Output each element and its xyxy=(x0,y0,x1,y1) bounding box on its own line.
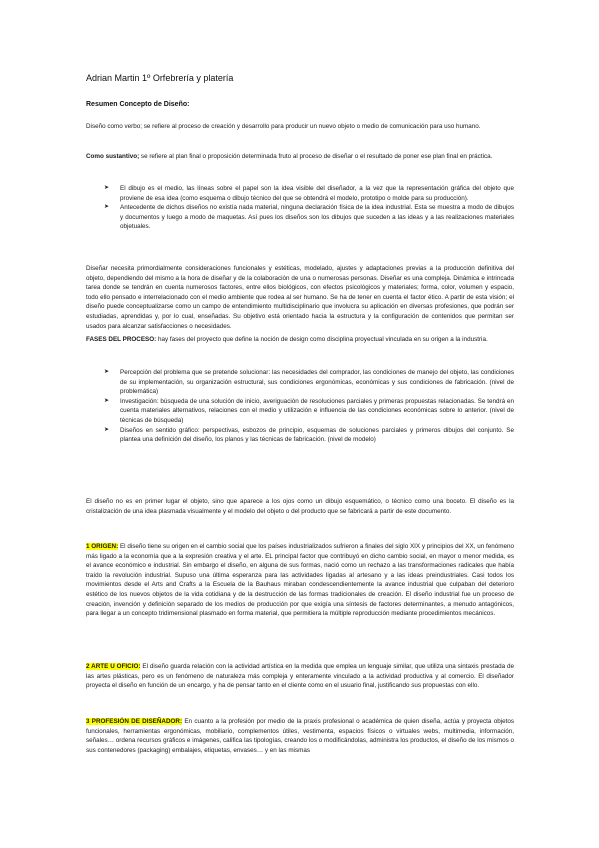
arte-oficio-text: El diseño guarda relación con la actividad artística en la medida que emplea un lenguaje similar, que utiliza una sintaxis prestada de las artes plásticas, pero es un fenómeno de naturaleza más compleja y enteramente vinculado a la actividad productiva y al comercio. El diseñador proyecta el diseño en función de un encargo, y ha de pensar tanto en el cliente como en el usuario final, justificando sus propuestas con ello. xyxy=(86,663,514,690)
sustantivo-text: se refiere al plan final o proposición determinada fruto al proceso de diseñar o el resultado de poner ese plan final en práctica. xyxy=(139,153,493,160)
fases-text: hay fases del proyecto que define la noción de design como disciplina proyectual vinculada en su origen a la industria. xyxy=(156,336,488,343)
list-item: ➤ Investigación: búsqueda de una solución de inicio, averiguación de resoluciones parciales y primeras propuestas relacionadas. Se tendrá en cuenta materiales alternativos, relaciones con el medio y utilización e influencia de las condiciones económicas sobre lo anterior. (nivel de técnicas de búsqueda) xyxy=(104,397,514,424)
arte-oficio-heading: 2 ARTE U OFICIO: xyxy=(86,663,141,670)
list-item: ➤ Diseños en sentido gráfico: perspectivas, esbozos de principio, esquemas de soluciones parciales y primeros dibujos del conjunto. Se plantea una definición del diseño, los planos y las técnicas de fabricación. (nivel de modelo) xyxy=(104,426,514,444)
paragraph-diseno-objeto: El diseño no es en primer lugar el objeto, sino que aparece a los ojos como un dibujo esquemático, o técnico como una boceto. El diseño es la cristalización de una idea plasmada visualmente y el modelo del objeto o del producto que se fabricará a partir de este documento. xyxy=(86,498,514,515)
paragraph-disenar: Diseñar necesita primordialmente consideraciones funcionales y estéticas, modelado, ajustes y adaptaciones previas a la producción definitiva del objeto, dependiendo del mismo a la hora de diseñar y de la colaboración de una o numerosas personas. Diseñar es una compleja. Dinámica e intrincada tarea donde se tendrán en cuenta numerosos factores, entre ellos biológicos, con efectos psicológicos y materiales; forma, color, volumen y espacio, todo ello pensado e interrelacionado con el medio ambiente que rodea al ser humano. Se ha de tener en cuenta el factor ético. A partir de esta visión; el diseño puede conceptualizarse como un campo de entendimiento multidisciplinario que involucra su aplicación en diversas profesiones, que podrán ser estudiadas, aprendidas y, por lo cual, enseñadas. Su objetivo está orientado hacia la estructura y la configuración de contenidos que permitan ser usados para alcanzar satisfacciones o necesidades. xyxy=(86,265,514,330)
fases-label: FASES DEL PROCESO: xyxy=(86,336,157,343)
paragraph-verbo: Diseño como verbo; se refiere al proceso de creación y desarrollo para producir un nuevo objeto o medio de comunicación para uso humano. xyxy=(86,123,481,130)
profesion-heading: 3 PROFESIÓN DE DISEÑADOR: xyxy=(86,718,183,725)
sustantivo-label: Como sustantivo; xyxy=(86,153,140,160)
section-arte-oficio xyxy=(86,662,514,691)
list-item: ➤ El dibujo es el medio, las líneas sobre el papel son la idea visible del diseñador, a la vez que la representación gráfica del objeto que proviene de esa idea (como esquema o dibujo técnico del que se obtendrá el modelo, prototipo o molde para su producción). xyxy=(104,185,514,202)
profesion-text: En cuanto a la profesión por medio de la praxis profesional o académica de quien diseña, actúa y proyecta objetos funcionales, herramientas ergonómicas, mobiliario, complementos útiles, vestimenta, espacios físicos o virtuales webs, multimedia, información, señales… ordena recursos gráficos e imágenes, califica las tipologías, creando los o modificándolas, administra los productos, el diseño de los mismos o sus contenedores (packaging) embalajes, etiquetas, envases… y en las mismas xyxy=(86,718,515,754)
section-profesion xyxy=(86,717,514,755)
bullet-list-fases xyxy=(86,368,514,445)
section-origen xyxy=(86,542,514,619)
paragraph-sustantivo xyxy=(86,152,514,162)
origen-heading: 1 ORIGEN: xyxy=(86,543,119,550)
document-title: Adrian Martin 1º Orfebrería y platería xyxy=(86,73,234,83)
list-item: ➤ Antecedente de dichos diseños no existía nada material, ninguna declaración física de la idea industrial. Esta se muestra a modo de dibujos y documentos y luego a modo de maquetas. Así pues los diseños son los dibujos que suceden a las ideas y a las realizaciones materiales objetuales. xyxy=(104,204,514,231)
bullet-arrow-icon: ➤ xyxy=(104,426,110,433)
bullet-arrow-icon: ➤ xyxy=(104,204,110,211)
list-item: ➤ Percepción del problema que se pretende solucionar: las necesidades del comprador, las condiciones de manejo del objeto, las condiciones de su implementación, su organización estructural, sus condiciones ergonómicas, económicas y sus condiciones de fabricación. (nivel de problemática) xyxy=(104,369,514,396)
bullet-arrow-icon: ➤ xyxy=(104,369,110,375)
origen-text: El diseño tiene su origen en el cambio social que los países industrializados sufrieron a finales del siglo XIX y principios del XX, un fenómeno más ligado a la economía que a la expresión creativa y el arte. EL principal factor que contribuyó en dicho cambio social, en mayor o menor medida, es el avance económico e industrial. Sin embargo el diseño, en alguna de sus formas, nació como un rechazo a las transformaciones radicales que había traído la revolución industrial. Supuso una última esperanza para las actividades ligadas al artesano y a las ideas preindustriales. Casi todos los movimientos desde el Arts and Crafts a la Escuela de la Bauhaus miraban condescendientemente la avance industrial que culpaban del deterioro estético de los nuevos objetos de la vida cotidiana y de la destrucción de las formas tradicionales de creación. El diseño industrial fue un proceso de creación, invención y definición separado de los medios de producción por que exigía una síntesis de factores determinantes, a menudo antagónicos, para llegar a un concepto tridimensional plasmado en forma material, que permitiera la múltiple reproducción mediante procedimientos mecánicos. xyxy=(86,543,514,618)
document-subtitle: Resumen Concepto de Diseño: xyxy=(86,101,190,108)
bullet-list-dibujo xyxy=(86,184,514,232)
paragraph-fases xyxy=(86,335,514,345)
bullet-arrow-icon: ➤ xyxy=(104,185,110,191)
bullet-arrow-icon: ➤ xyxy=(104,397,110,404)
